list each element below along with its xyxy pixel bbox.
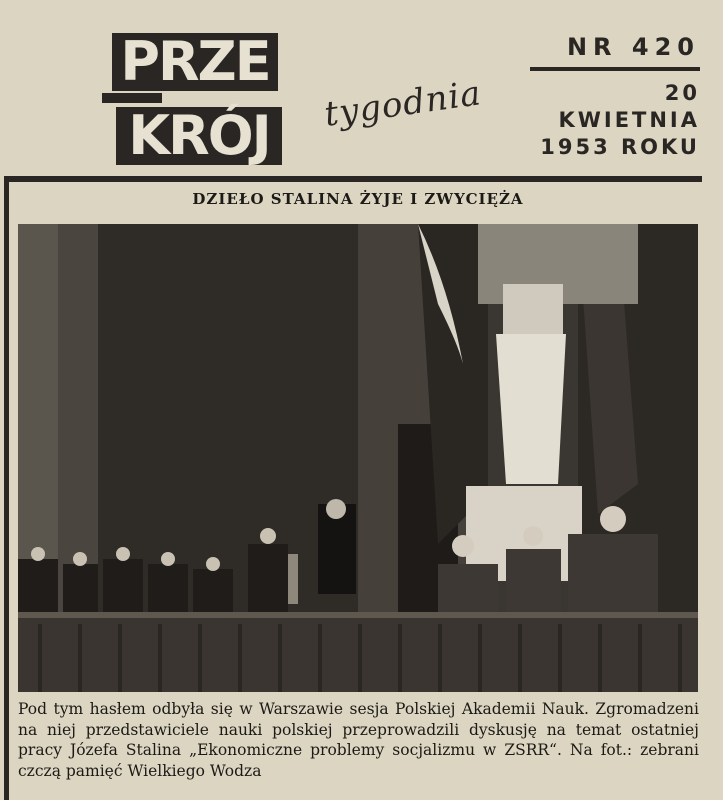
issue-date [520,80,700,161]
logo-bottom-text: KRÓJ [116,107,282,165]
issue-rule [530,67,700,71]
logo-bar [102,93,162,103]
date-year: 1953 ROKU [540,135,700,159]
frame-left-rule [4,176,9,800]
date-month: KWIETNIA [558,108,700,132]
issue-number: NR 420 [566,33,700,61]
photo-caption: Pod tym hasłem odbyła się w Warszawie sesja Polskiej Akademii Nauk. Zgromadzeni na niej przedstawiciele nauki polskiej przeprowadzili dyskusję na temat ostatniej pracy Józefa Stalina „Ekonomiczne problemy socjalizmu w ZSRR“. Na fot.: zebrani czczą pamięć Wielkiego Wodza [18,700,699,780]
przekroj-logo [112,30,282,167]
article-headline: DZIEŁO STALINA ŻYJE I ZWYCIĘŻA [192,190,524,208]
logo-top-text: PRZE [112,33,278,91]
article-photo [18,224,698,692]
weekly-subtitle: tygodnia [321,73,484,135]
date-day: 20 [664,81,700,105]
frame-top-rule [4,176,702,182]
photo-illustration [18,224,698,692]
